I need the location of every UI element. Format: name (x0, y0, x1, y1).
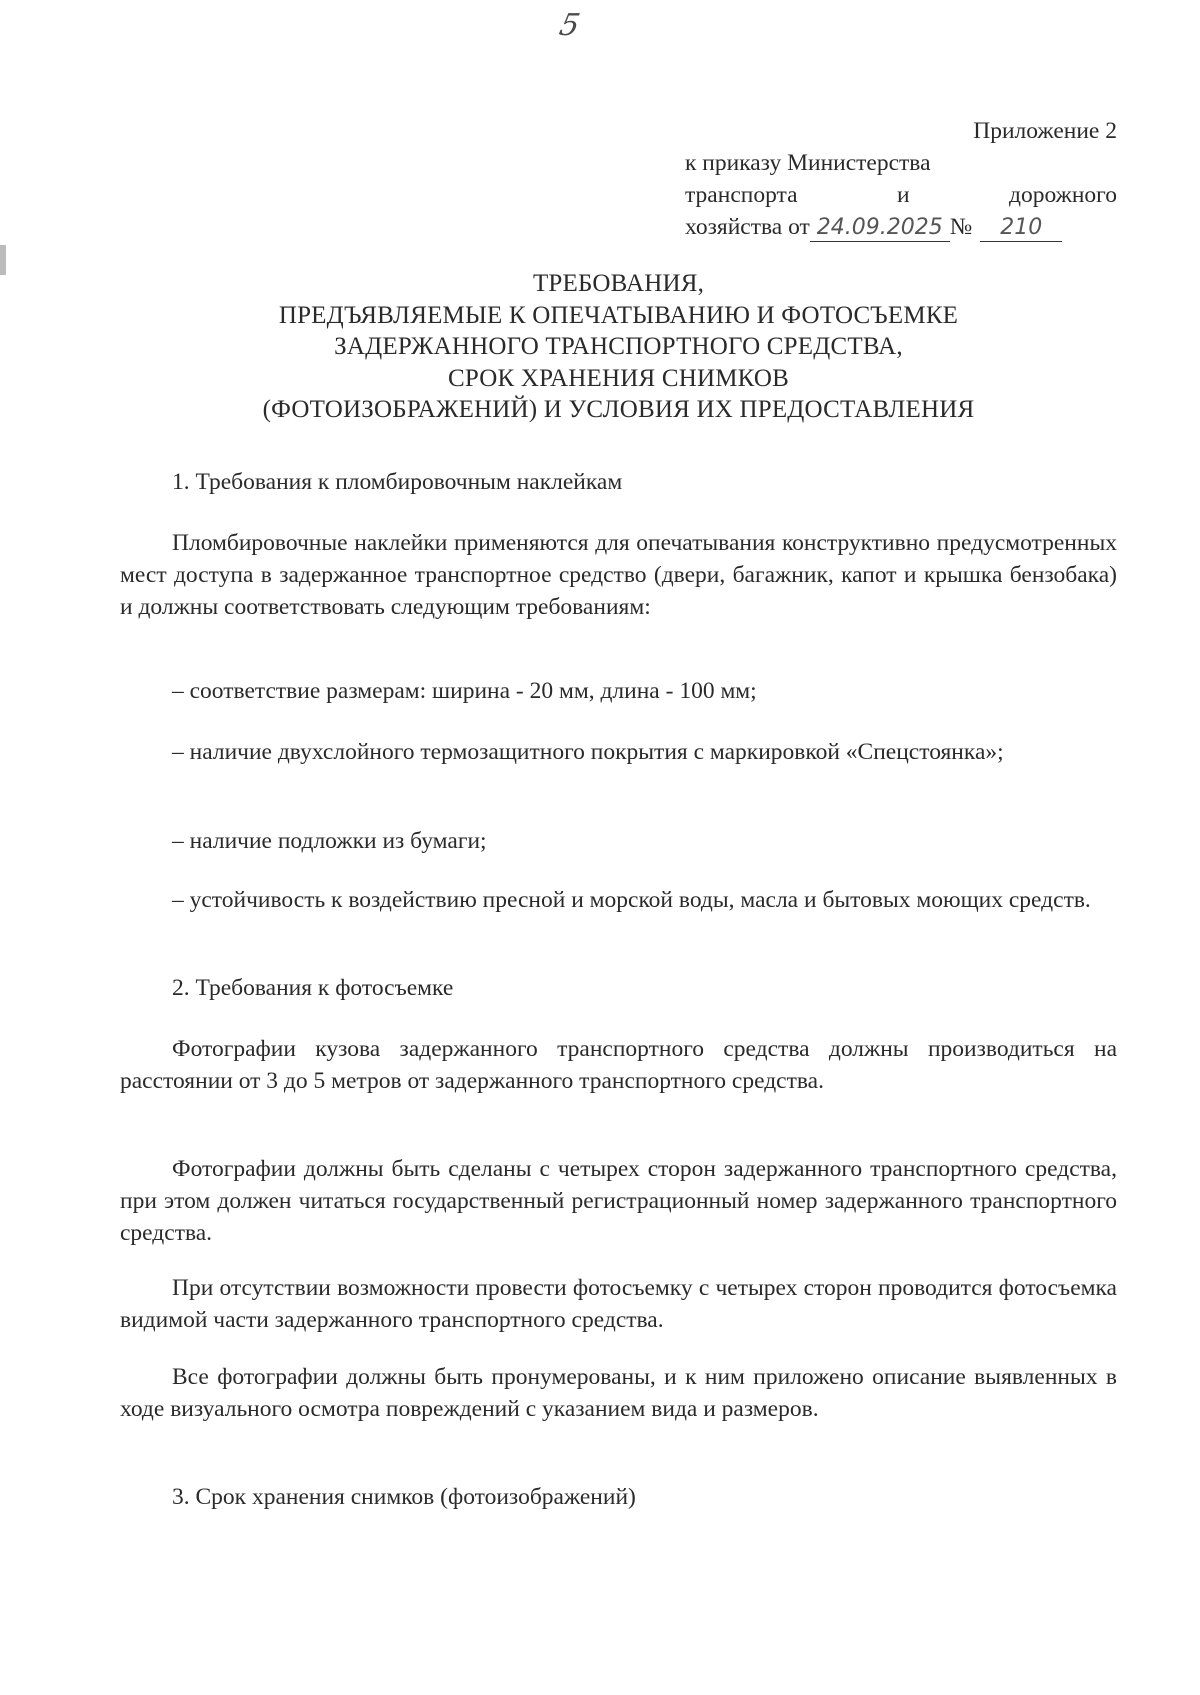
handwritten-date: 24.09.2025 (810, 215, 950, 242)
title-line-4: СРОК ХРАНЕНИЯ СНИМКОВ (447, 364, 790, 392)
annex-word-road: дорожного (1008, 182, 1117, 208)
title-line-3: ЗАДЕРЖАННОГО ТРАНСПОРТНОГО СРЕДСТВА, (334, 333, 903, 360)
section-2-paragraph-4: Все фотографии должны быть пронумерованы, и к ним приложено описание выявленных в ходе визуального осмотра повреждений с указанием вида и размеров. (120, 1364, 1117, 1422)
section-2-heading: 2. Требования к фотосъемке (172, 975, 454, 1001)
annex-header (685, 115, 1117, 243)
document-title (120, 268, 1117, 426)
annex-line-3 (685, 211, 1117, 243)
annex-word-transport: транспорта (685, 182, 798, 208)
annex-word-and: и (896, 182, 910, 208)
requirement-item-4: – устойчивость к воздействию пресной и морской воды, масла и бытовых моющих средств. (172, 887, 1091, 913)
requirement-item-1: – соответствие размерам: ширина - 20 мм, длина - 100 мм; (172, 678, 757, 704)
title-line-5: (ФОТОИЗОБРАЖЕНИЙ) И УСЛОВИЯ ИХ ПРЕДОСТАВЛЕНИЯ (262, 396, 975, 423)
annex-date-prefix: хозяйства от (685, 214, 810, 240)
requirement-item-2: – наличие двухслойного термозащитного покрытия с маркировкой «Спецстоянка»; (172, 739, 1004, 765)
handwritten-order-number: 210 (980, 215, 1062, 242)
section-2-paragraph-3: При отсутствии возможности провести фотосъемку с четырех сторон проводится фотосъемка видимой части задержанного транспортного средства. (120, 1275, 1117, 1333)
title-line-1: ТРЕБОВАНИЯ, (532, 270, 705, 297)
annex-line-1: к приказу Министерства (685, 150, 931, 176)
section-1-paragraph: Пломбировочные наклейки применяются для опечатывания конструктивно предусмотренных мест доступа в задержанное транспортное средство (двери, багажник, капот и крышка бензобака) и должны соответствовать следующим требованиям: (120, 530, 1117, 620)
annex-line-2 (685, 179, 1117, 211)
title-line-2: ПРЕДЪЯВЛЯЕМЫЕ К ОПЕЧАТЫВАНИЮ И ФОТОСЪЕМКЕ (278, 301, 959, 329)
scan-edge-mark (0, 245, 6, 275)
section-1-heading: 1. Требования к пломбировочным наклейкам (172, 469, 623, 495)
section-2-paragraph-2: Фотографии должны быть сделаны с четырех сторон задержанного транспортного средства, при этом должен читаться государственный регистрационный номер задержанного транспортного средства. (120, 1156, 1117, 1246)
requirement-item-3: – наличие подложки из бумаги; (172, 828, 487, 854)
handwritten-page-number: 5 (556, 8, 583, 43)
section-3-heading: 3. Срок хранения снимков (фотоизображений) (172, 1484, 636, 1510)
annex-title: Приложение 2 (973, 118, 1117, 144)
section-2-paragraph-1: Фотографии кузова задержанного транспортного средства должны производиться на расстоянии от 3 до 5 метров от задержанного транспортного средства. (120, 1036, 1117, 1094)
annex-number-sign: № (949, 214, 973, 240)
